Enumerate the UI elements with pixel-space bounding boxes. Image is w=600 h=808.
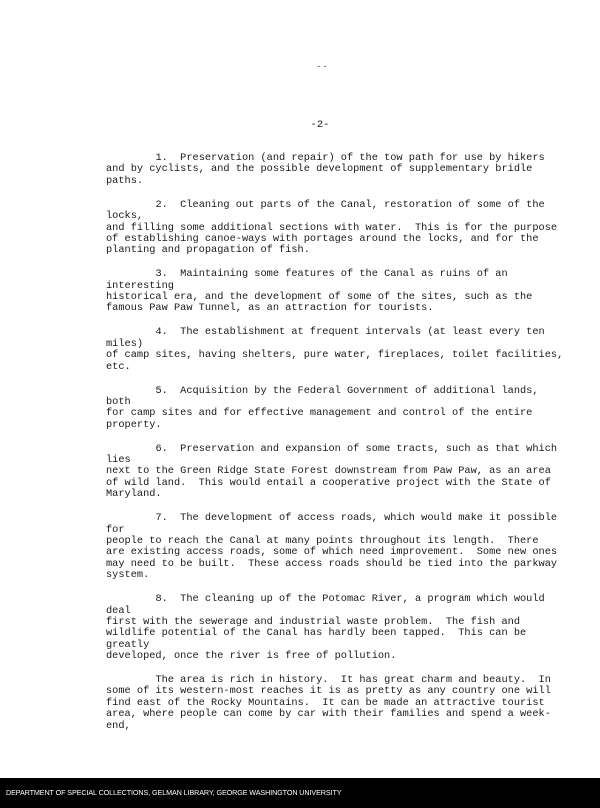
- paragraph-history: The area is rich in history. It has great charm and beauty. In some of its western-most reaches it is as pretty as any country one will find east of the Rocky Mountains. It can be made an attractive tourist area, where people can come by car with their families and spend a week-end,: [106, 674, 551, 732]
- page-number: -2-: [310, 119, 330, 131]
- paragraph-item-3: 3. Maintaining some features of the Canal as ruins of an interesting historical era, and the development of some of the sites, such as the famous Paw Paw Tunnel, as an attraction for tourists.: [106, 268, 533, 315]
- archive-credit-footer: DEPARTMENT OF SPECIAL COLLECTIONS, GELMAN LIBRARY, GEORGE WASHINGTON UNIVERSITY: [0, 778, 600, 808]
- paragraph-item-8: 8. The cleaning up of the Potomac River, a program which would deal first with the sewerage and industrial waste problem. The fish and wildlife potential of the Canal has hardly been tapped. This can be greatly developed, once the river is free of pollution.: [106, 593, 545, 663]
- body-text: [106, 153, 568, 732]
- paragraph-item-1: 1. Preservation (and repair) of the tow path for use by hikers and by cyclists, and the possible development of supplementary bridle paths.: [106, 152, 545, 187]
- paragraph-item-5: 5. Acquisition by the Federal Government of additional lands, both for camp sites and for effective management and control of the entire property.: [106, 384, 539, 431]
- top-mark: --: [316, 62, 329, 72]
- paragraph-item-7: 7. The development of access roads, which would make it possible for people to reach the Canal at many points throughout its length. There are existing access roads, some of which need improvement. Some new ones may need to be built. These access roads should be tied into the parkway system.: [106, 512, 558, 582]
- paragraph-item-6: 6. Preservation and expansion of some tracts, such as that which lies next to the Green Ridge State Forest downstream from Paw Paw, as an area of wild land. This would entail a cooperative project with the State of Maryland.: [106, 442, 558, 501]
- paragraph-item-2: 2. Cleaning out parts of the Canal, restoration of some of the locks, and filling some additional sections with water. This is for the purpose of establishing canoe-ways with portages around the locks, and for the planting and propagation of fish.: [106, 198, 558, 257]
- paragraph-item-4: 4. The establishment at frequent intervals (at least every ten miles) of camp sites, having shelters, pure water, fireplaces, toilet facilities, etc.: [106, 326, 564, 373]
